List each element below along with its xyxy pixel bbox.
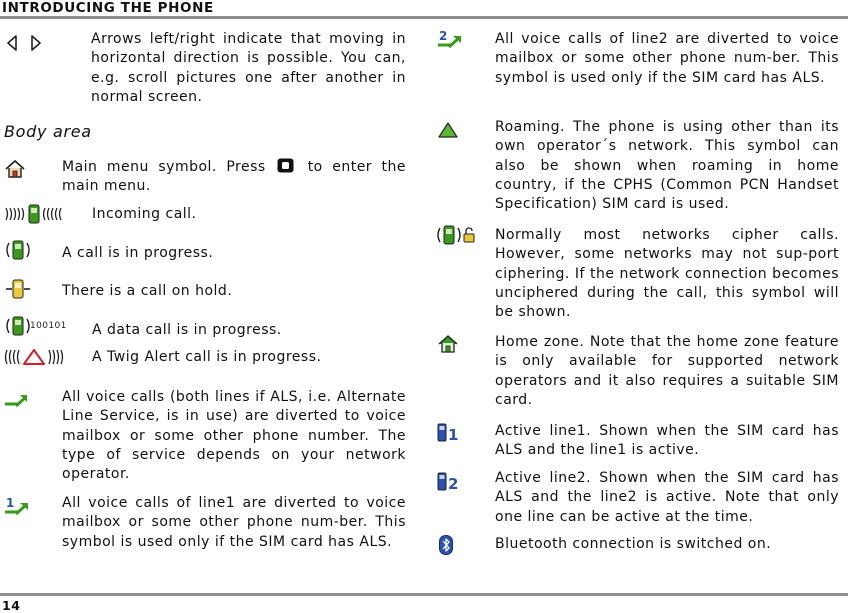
data-call-icon-label: 100101 [30, 321, 67, 331]
incoming-call-icon [3, 204, 65, 224]
chapter-title: INTRODUCING THE PHONE [2, 0, 214, 16]
header-rule [0, 16, 848, 19]
section-heading-body-area: Body area [4, 122, 92, 141]
call-in-progress-description: A call is in progress. [62, 245, 214, 261]
call-in-progress-icon [4, 240, 32, 260]
twig-alert-description: A Twig Alert call is in progress. [92, 349, 322, 365]
divert-all-description: All voice calls (both lines if ALS, i.e. Alternate Line Service, is in use) are diverted to voice mailbox or some other phone number. The type of service depends on your network operator. [62, 389, 406, 483]
svg-text:2: 2 [448, 475, 459, 492]
unciphered-call-icon [435, 225, 477, 245]
menu-key-icon [277, 158, 294, 173]
incoming-call-description: Incoming call. [92, 206, 197, 222]
roaming-icon [437, 121, 459, 139]
home-zone-icon [437, 334, 459, 354]
active-line2-description: Active line2. Shown when the SIM card has ALS and the line2 is active. Note that only one line can be active at the time. [495, 470, 839, 525]
main-menu-description [62, 158, 406, 197]
divert-line1-icon [4, 496, 30, 516]
data-call-description: A data call is in progress. [92, 322, 282, 338]
main-menu-text-before: Main menu symbol. Press [62, 159, 266, 175]
call-on-hold-icon [4, 278, 32, 300]
divert-all-calls-icon [4, 392, 28, 408]
svg-text:2: 2 [439, 29, 448, 43]
home-menu-icon [4, 159, 26, 179]
divert-line1-description: All voice calls of line1 are diverted to voice mailbox or some other phone num-ber. This symbol is used only if the SIM card has ALS. [62, 495, 406, 550]
divert-line2-icon [437, 29, 463, 49]
main-menu-text-after: to enter the main menu. [62, 159, 407, 195]
call-on-hold-description: There is a call on hold. [62, 283, 233, 299]
bluetooth-description: Bluetooth connection is switched on. [495, 536, 772, 552]
home-zone-description: Home zone. Note that the home zone feature is only available for supported network operators and it also requires a suitable SIM card. [495, 334, 839, 408]
page-number: 14 [2, 598, 21, 613]
divert-line2-description: All voice calls of line2 are diverted to voice mailbox or some other phone num-ber. This symbol is used only if the SIM card has ALS. [495, 31, 839, 86]
arrows-description: Arrows left/right indicate that moving in horizontal direction is possible. You can, e.g. scroll pictures one after another in normal screen. [91, 31, 406, 105]
footer-rule [0, 593, 848, 596]
twig-alert-icon [3, 346, 65, 368]
page-header [0, 0, 848, 22]
svg-text:1: 1 [6, 496, 15, 510]
bluetooth-icon [439, 535, 453, 555]
active-line1-icon [437, 423, 459, 443]
arrows-left-right-icon [5, 34, 45, 52]
active-line2-icon [437, 472, 461, 492]
active-line1-description: Active line1. Shown when the SIM card has ALS and the line1 is active. [495, 423, 839, 459]
roaming-description: Roaming. The phone is using other than its own operator´s network. This symbol can also be shown when roaming in home country, if the CPHS (Common PCN Handset Specification) SIM card is used. [495, 119, 839, 213]
svg-text:1: 1 [448, 426, 459, 443]
cipher-description: Normally most networks cipher calls. However, some networks may not sup-port ciphering. If the network connection becomes unciphered during the call, this symbol will be shown. [495, 227, 839, 321]
